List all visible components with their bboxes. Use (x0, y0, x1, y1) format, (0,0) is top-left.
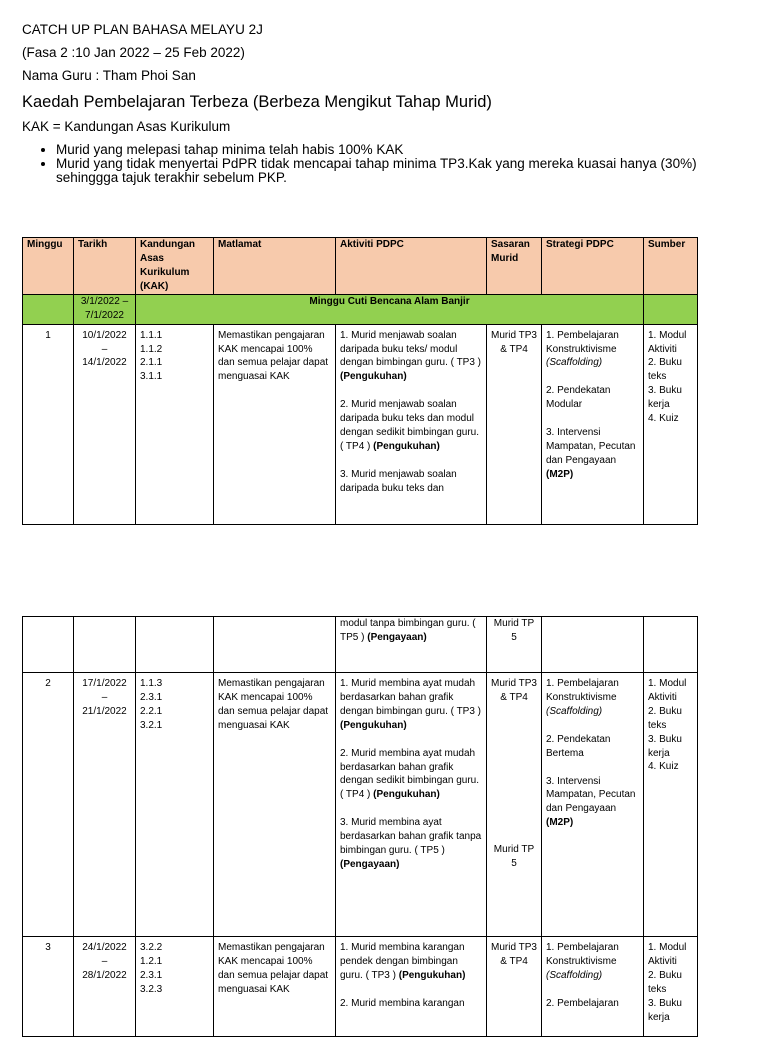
sumber-cell: 1. Modul Aktiviti 2. Buku teks 3. Buku kerja 4. Kuiz (644, 324, 698, 524)
header-matlamat: Matlamat (214, 238, 336, 295)
week-date: 10/1/2022 – 14/1/2022 (74, 324, 136, 524)
sasaran-text: Murid TP 5 (487, 617, 542, 673)
header-kak: Kandungan Asas Kurikulum (KAK) (136, 238, 214, 295)
holiday-row (23, 294, 698, 324)
holiday-label: Minggu Cuti Bencana Alam Banjir (136, 294, 644, 324)
strategi-cell: 1. Pembelajaran Konstruktivisme (Scaffolding) 2. Pembelajaran (542, 937, 644, 1037)
section-heading: Kaedah Pembelajaran Terbeza (Berbeza Mengikut Tahap Murid) (22, 93, 492, 111)
header-sasaran: Sasaran Murid (487, 238, 542, 295)
sasaran-text: Murid TP3 & TP4 (487, 937, 542, 1037)
notes-list (38, 143, 756, 185)
header-strategi: Strategi PDPC (542, 238, 644, 295)
week-number: 1 (23, 324, 74, 524)
week-date: 24/1/2022 – 28/1/2022 (74, 937, 136, 1037)
table-row (23, 673, 698, 937)
header-tarikh: Tarikh (74, 238, 136, 295)
list-item: • Murid yang tidak menyertai PdPR tidak mencapai tahap minima TP3.Kak yang mereka kuasai hanya (30%) sehinggga tajuk terakhir sebelum PKP. (56, 157, 756, 185)
list-item: • Murid yang melepasi tahap minima telah habis 100% KAK (56, 143, 756, 157)
header-aktiviti: Aktiviti PDPC (336, 238, 487, 295)
sumber-cell: 1. Modul Aktiviti 2. Buku teks 3. Buku kerja 4. Kuiz (644, 673, 698, 937)
sumber-cell: 1. Modul Aktiviti 2. Buku teks 3. Buku kerja (644, 937, 698, 1037)
week-date: 17/1/2022 – 21/1/2022 (74, 673, 136, 937)
plan-table (22, 237, 698, 525)
aktiviti-cell: modul tanpa bimbingan guru. ( TP5 ) (Pengayaan) (336, 617, 487, 673)
kak-codes: 3.2.2 1.2.1 2.3.1 3.2.3 (136, 937, 214, 1037)
matlamat-text: Memastikan pengajaran KAK mencapai 100% dan semua pelajar dapat menguasai KAK (214, 324, 336, 524)
header-sumber: Sumber (644, 238, 698, 295)
table-row (23, 937, 698, 1037)
table-row (23, 617, 698, 673)
fasa-dates: (Fasa 2 :10 Jan 2022 – 25 Feb 2022) (22, 45, 245, 60)
aktiviti-cell: 1. Murid membina ayat mudah berdasarkan bahan grafik dengan bimbingan guru. ( TP3 ) (Pengukuhan) 2. Murid membina ayat mudah berdasarkan bahan grafik dengan sedikit bimbingan guru. ( TP4 ) (Pengukuhan) 3. Murid membina ayat berdasarkan bahan grafik tanpa bimbingan guru. ( TP5 ) (Pengayaan) (336, 673, 487, 937)
strategi-cell: 1. Pembelajaran Konstruktivisme (Scaffolding) 2. Pendekatan Bertema 3. Intervensi Mampatan, Pecutan dan Pengayaan (M2P) (542, 673, 644, 937)
aktiviti-cell: 1. Murid membina karangan pendek dengan bimbingan guru. ( TP3 ) (Pengukuhan) 2. Murid membina karangan (336, 937, 487, 1037)
strategi-cell: 1. Pembelajaran Konstruktivisme (Scaffolding) 2. Pendekatan Modular 3. Intervensi Mampatan, Pecutan dan Pengayaan (M2P) (542, 324, 644, 524)
sasaran-text: Murid TP3 & TP4 (487, 324, 542, 524)
holiday-date: 3/1/2022 – 7/1/2022 (74, 294, 136, 324)
matlamat-text: Memastikan pengajaran KAK mencapai 100% dan semua pelajar dapat menguasai KAK (214, 673, 336, 937)
week-number: 3 (23, 937, 74, 1037)
header-minggu: Minggu (23, 238, 74, 295)
sasaran-text: Murid TP3 & TP4 Murid TP 5 (487, 673, 542, 937)
table-header-row (23, 238, 698, 295)
kak-codes: 1.1.1 1.1.2 2.1.1 3.1.1 (136, 324, 214, 524)
kak-definition: KAK = Kandungan Asas Kurikulum (22, 119, 231, 134)
kak-codes: 1.1.3 2.3.1 2.2.1 3.2.1 (136, 673, 214, 937)
teacher-name: Nama Guru : Tham Phoi San (22, 68, 196, 83)
plan-title: CATCH UP PLAN BAHASA MELAYU 2J (22, 22, 263, 37)
aktiviti-cell: 1. Murid menjawab soalan daripada buku teks/ modul dengan bimbingan guru. ( TP3 ) (Pengukuhan) 2. Murid menjawab soalan daripada buku teks dan modul dengan sedikit bimbingan guru. ( TP4 ) (Pengukuhan) 3. Murid menjawab soalan daripada buku teks dan (336, 324, 487, 524)
table-row (23, 324, 698, 524)
plan-table-continued (22, 616, 698, 1037)
matlamat-text: Memastikan pengajaran KAK mencapai 100% dan semua pelajar dapat menguasai KAK (214, 937, 336, 1037)
week-number: 2 (23, 673, 74, 937)
